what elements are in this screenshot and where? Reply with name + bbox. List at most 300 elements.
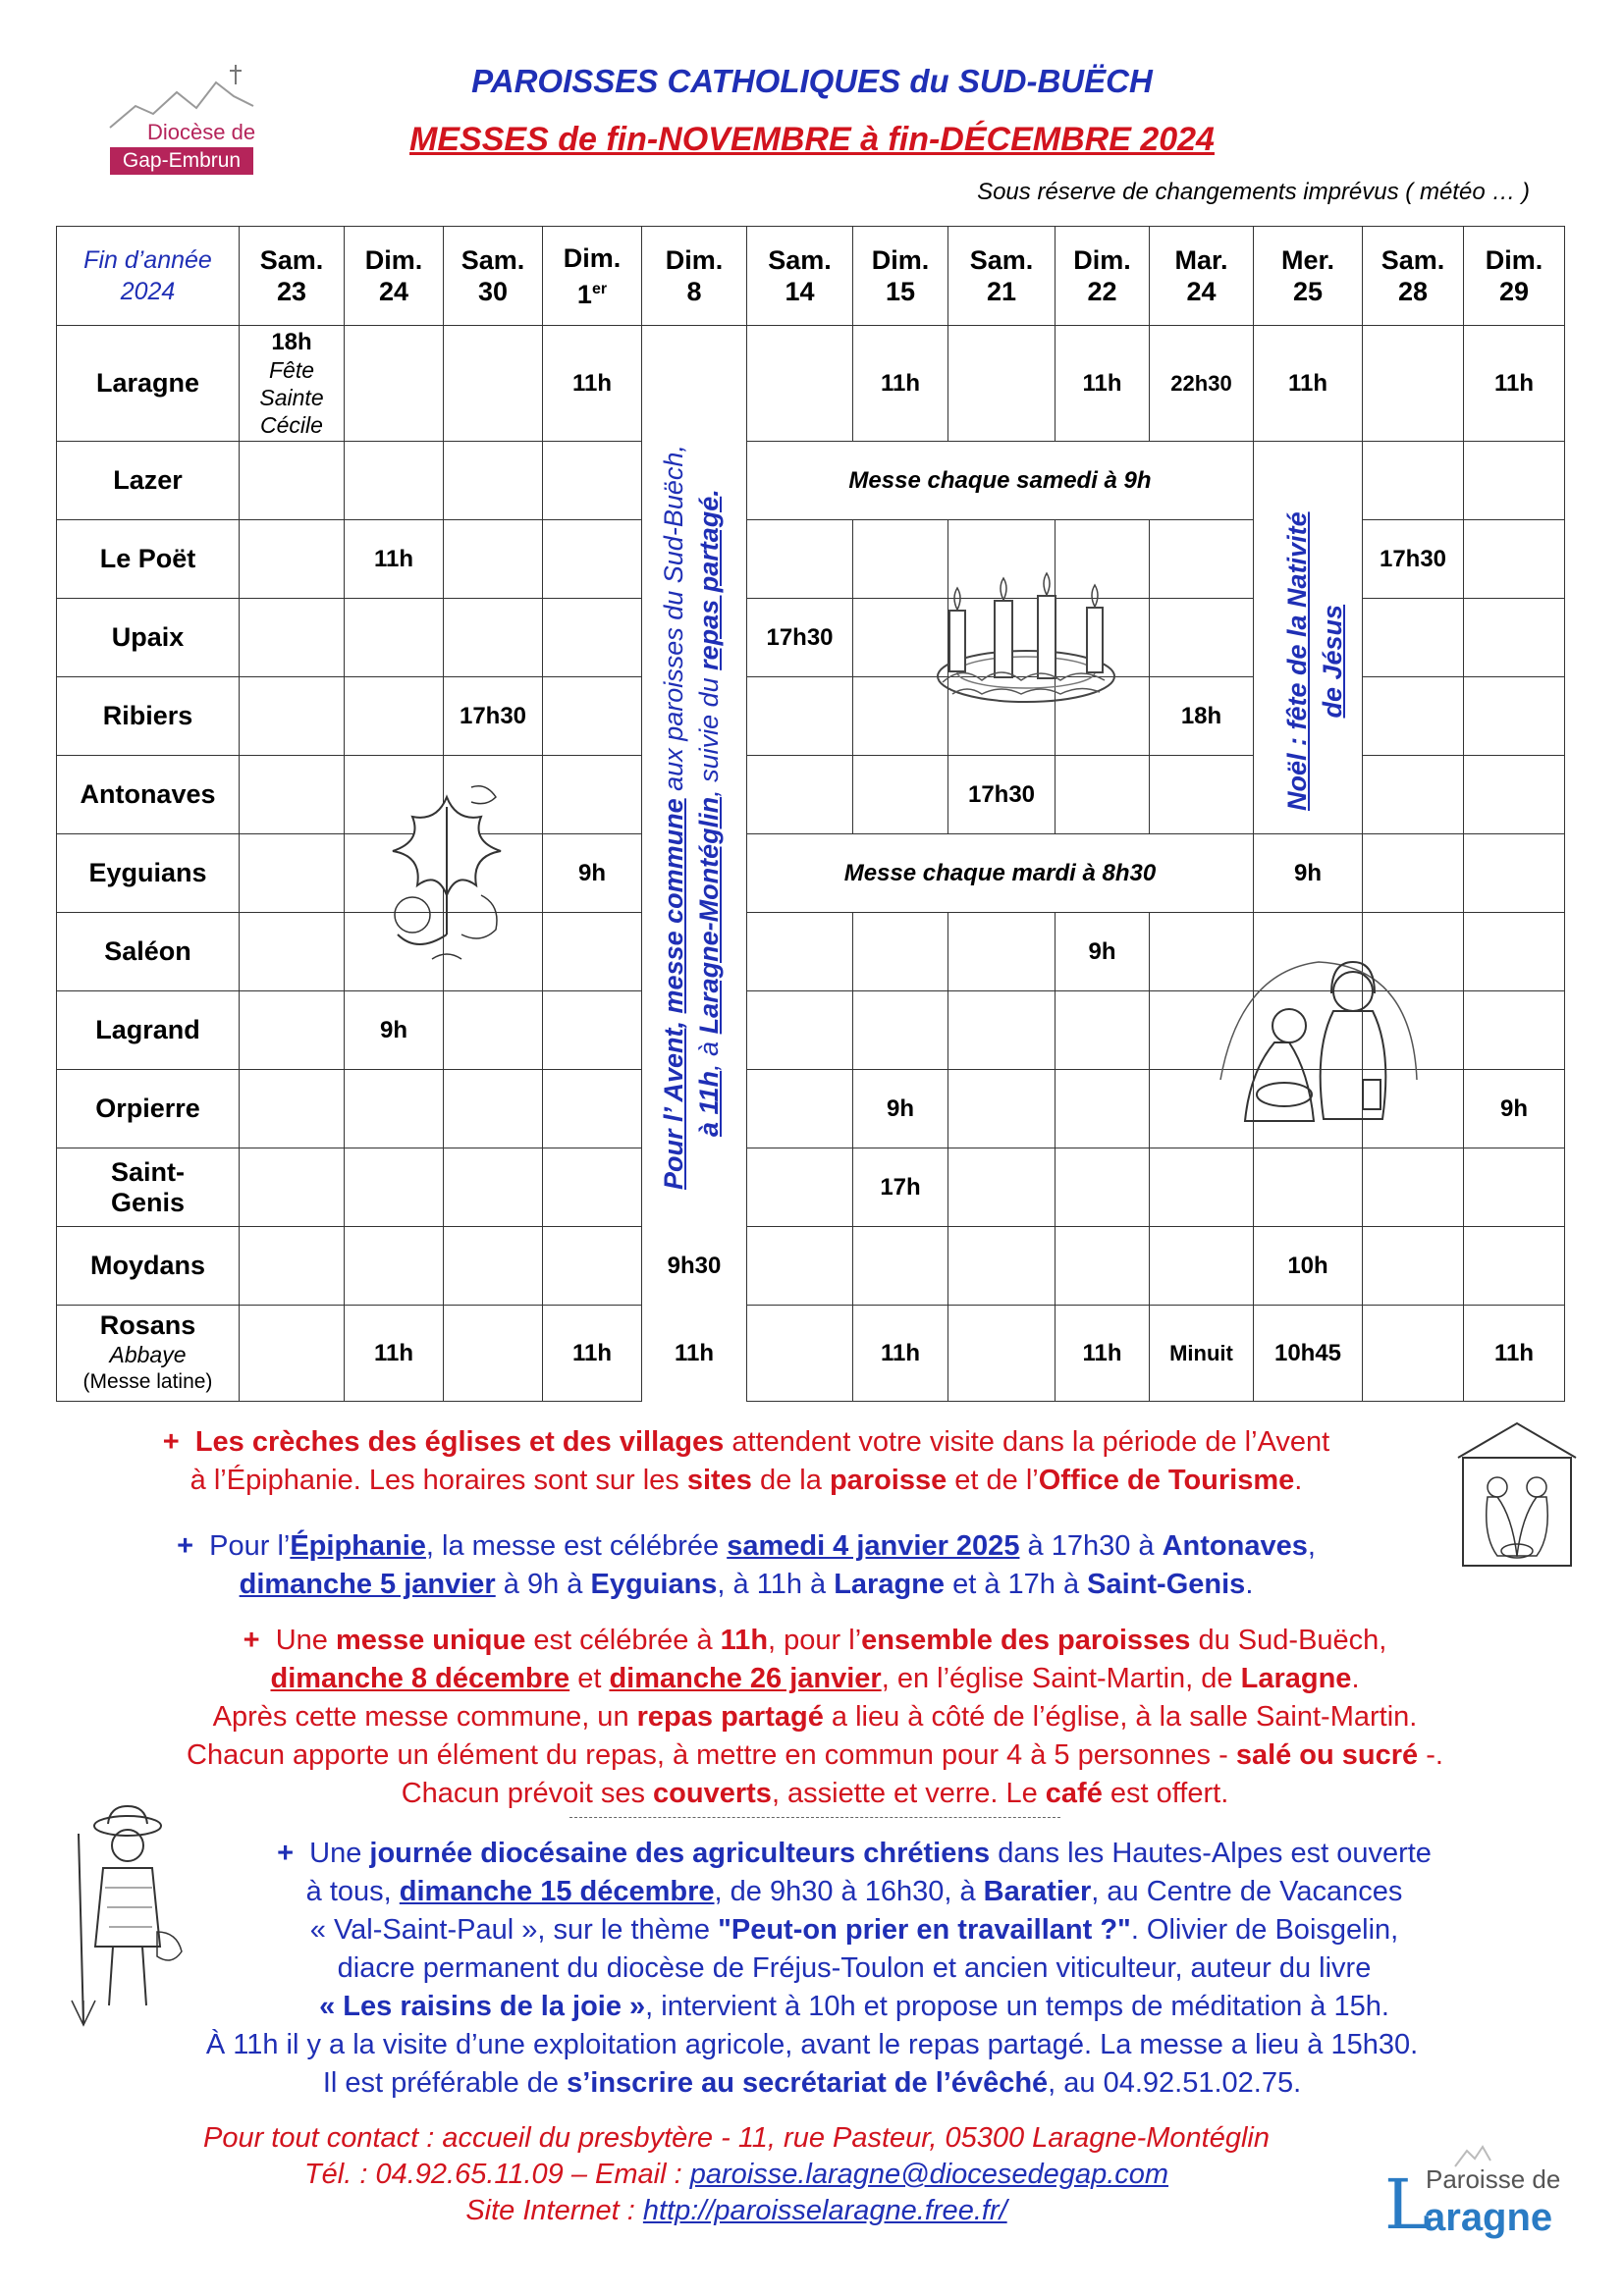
text: sites [686,1465,752,1496]
advent-note-part: aux paroisses du Sud-Buëch, [659,445,688,799]
mass-time: 11h [1082,369,1122,397]
time-cell [444,442,543,520]
place-name: Laragne [95,368,200,398]
column-header [444,227,543,326]
column-day: Sam. [1380,245,1445,275]
table-row [57,1227,1565,1306]
text: Chacun prévoit ses [401,1778,654,1809]
text: , à 11h à [717,1569,835,1600]
time-cell [948,913,1056,991]
column-header [240,227,345,326]
mass-time: 9h30 [667,1252,722,1279]
text: Épiphanie [290,1530,426,1562]
time-cell [747,1070,853,1148]
time-cell [543,326,642,442]
column-date: 28 [1397,277,1429,306]
place-cell [57,442,240,520]
text: dans les Hautes-Alpes est ouverte [990,1838,1432,1869]
place-cell [57,326,240,442]
time-cell [1464,991,1565,1070]
place-name: Eyguians [88,858,207,887]
place-cell [57,1148,240,1227]
time-cell [543,442,642,520]
place-cell [57,677,240,756]
text: est célébrée à [525,1625,721,1656]
time-cell [240,1148,345,1227]
text: et [569,1663,610,1694]
advent-note-part: , à [694,1034,724,1071]
time-cell [1464,442,1565,520]
time-cell [1363,1227,1464,1306]
autumn-leaf-illustration [373,777,520,974]
mass-time: 17h30 [967,780,1036,808]
mass-time: 11h [674,1339,715,1366]
text: , assiette et verre. Le [771,1778,1046,1809]
place-name: Ribiers [102,701,193,730]
note-epiphany [0,1527,1492,1604]
text: Laragne [1240,1663,1352,1694]
time-cell [853,326,948,442]
noel-note-line1: Noël : fête de la Nativité [1282,511,1312,811]
place-cell [57,756,240,834]
mass-time: 17h30 [766,623,834,651]
time-cell [1254,834,1363,913]
column-date: 21 [986,277,1017,306]
mass-time: 10h45 [1273,1339,1342,1366]
time-cell [345,599,444,677]
text: café [1045,1778,1103,1809]
time-cell [240,834,345,913]
time-cell [1056,991,1150,1070]
column-header [642,227,747,326]
text: à tous, [305,1876,400,1907]
time-cell [747,599,853,677]
column-date: 30 [477,277,509,306]
mass-time: 11h [571,1339,613,1366]
time-cell [1464,834,1565,913]
text: a lieu à côté de l’église, à la salle Saint-Martin. [823,1701,1418,1733]
time-cell [948,1148,1056,1227]
time-cell [240,756,345,834]
time-cell [1150,1306,1254,1402]
advent-note [656,445,727,1190]
column-date: 8 [686,277,702,306]
time-cell [1363,1148,1464,1227]
time-cell [240,677,345,756]
place-name: Lazer [113,465,183,495]
contact-site [0,2193,1473,2229]
text: paroisse [829,1465,947,1496]
column-day: Sam. [969,245,1034,275]
column-date: 24 [1186,277,1217,306]
text: diacre permanent du diocèse de Fréjus-Toulon et ancien viticulteur, auteur du livre [337,1952,1372,1984]
logo-line2: Gap-Embrun [110,147,253,175]
text: ensemble des paroisses [861,1625,1191,1656]
time-cell [1254,1227,1363,1306]
text: samedi 4 janvier 2025 [727,1530,1020,1562]
mass-time: 18h [1180,702,1222,729]
mass-time: 11h [571,369,613,397]
text: Baratier [983,1876,1092,1907]
advent-note-part: Laragne-Montéglin [694,796,724,1035]
advent-note-part: messe commune [659,798,688,1014]
time-cell [1464,520,1565,599]
time-cell [747,326,853,442]
text: , la messe est célébrée [425,1530,728,1562]
table-row [57,1148,1565,1227]
text: . Olivier de Boisgelin, [1130,1914,1399,1946]
recurring-mass-note: Messe chaque mardi à 8h30 [747,834,1254,913]
time-cell [444,1070,543,1148]
tel-text: Tél. : 04.92.65.11.09 – Email : [303,2159,690,2190]
column-day: Dim. [1073,245,1131,275]
time-cell [853,1227,948,1306]
time-cell [1254,1306,1363,1402]
time-cell [1056,1070,1150,1148]
time-cell [948,1070,1056,1148]
mass-time: 11h [880,369,921,397]
place-name: Upaix [111,622,185,652]
text: , intervient à 10h et propose un temps de méditation à 15h. [645,1991,1389,2022]
place-name: Lagrand [95,1015,200,1044]
noel-note-line2: de Jésus [1318,604,1347,719]
time-cell [543,1148,642,1227]
place-name: Rosans [99,1310,196,1340]
time-cell [240,326,345,442]
place-cell [57,991,240,1070]
place-name: Saléon [104,936,191,966]
time-cell [240,913,345,991]
time-cell [1150,599,1254,677]
email-link[interactable]: paroisse.laragne@diocesedegap.com [689,2159,1169,2190]
time-cell [1464,1070,1565,1148]
time-cell [240,991,345,1070]
text: salé ou sucré [1235,1739,1419,1771]
place-name: Orpierre [95,1094,200,1123]
bullet-plus: + [162,1426,180,1458]
time-cell [1056,326,1150,442]
text: Une [275,1625,336,1656]
time-cell [1363,1306,1464,1402]
corner-line2: 2024 [120,278,176,305]
mass-time: 9h [1088,937,1116,965]
time-cell [543,677,642,756]
time-cell [642,326,747,442]
text: , [1307,1530,1316,1562]
place-cell [57,1070,240,1148]
mass-time: 10h [1287,1252,1328,1279]
time-cell [747,991,853,1070]
time-cell [345,1148,444,1227]
text: dimanche 8 décembre [270,1663,570,1694]
time-cell [543,913,642,991]
advent-wreath-illustration [928,566,1124,714]
text: , en l’église Saint-Martin, de [881,1663,1241,1694]
time-cell [853,913,948,991]
column-day: Sam. [768,245,832,275]
column-day: Dim. [871,245,930,275]
text: repas partagé [636,1701,824,1733]
divider [569,1817,1060,1818]
time-cell [1464,913,1565,991]
text: . [1245,1569,1254,1600]
time-cell [444,599,543,677]
time-cell [1363,520,1464,599]
logo-line1: Diocèse de [147,120,256,144]
time-cell [240,1227,345,1306]
mass-time: 9h [379,1016,407,1043]
time-cell [444,1306,543,1402]
time-cell [1254,442,1363,520]
time-cell [853,1148,948,1227]
text: couverts [653,1778,772,1809]
recurring-mass-note: Messe chaque samedi à 9h [747,442,1254,520]
mass-time: 9h [1293,859,1322,886]
text: Antonaves [1162,1530,1308,1562]
time-cell [948,991,1056,1070]
time-cell [345,677,444,756]
feast-note: Cécile [260,411,323,438]
text: . [1351,1663,1360,1694]
text: à l’Épiphanie. Les horaires sont sur les [189,1465,687,1496]
time-cell [853,756,948,834]
column-date: 15 [885,277,916,306]
text: , au 04.92.51.02.75. [1048,2067,1302,2099]
mass-time: 22h30 [1170,370,1232,396]
time-cell [1464,1306,1565,1402]
time-cell [1363,756,1464,834]
place-name: Le Poët [99,544,196,573]
contact-line: Pour tout contact : accueil du presbytère - 11, rue Pasteur, 05300 Laragne-Montéglin [202,2122,1270,2154]
column-date: 14 [785,277,815,306]
bullet-plus: + [277,1838,294,1869]
column-date: 29 [1498,277,1530,306]
time-cell [345,1227,444,1306]
corner-cell [57,227,240,326]
time-cell [444,991,543,1070]
time-cell [1363,834,1464,913]
time-cell [1056,913,1150,991]
text: , au Centre de Vacances [1091,1876,1403,1907]
nativity-illustration [1216,952,1422,1139]
time-cell [444,326,543,442]
note-single-mass [59,1622,1571,1813]
note-creches [0,1423,1492,1500]
mass-time: 11h [1287,369,1328,397]
time-cell [345,326,444,442]
place-cell [57,834,240,913]
mass-time: 18h [271,328,312,355]
mass-schedule-table [56,226,1565,1402]
column-header [345,227,444,326]
time-cell [1150,677,1254,756]
time-cell [240,599,345,677]
text: « Les raisins de la joie » [319,1991,646,2022]
time-cell [444,677,543,756]
column-day: Dim. [665,245,724,275]
advent-note-part: Pour l’ Avent [659,1028,688,1190]
column-date-sup: er [591,280,608,297]
column-header [1363,227,1464,326]
time-cell [240,520,345,599]
time-cell [1464,326,1565,442]
text: messe unique [335,1625,526,1656]
parish-logo [1384,2145,1561,2243]
time-cell [1056,1148,1150,1227]
time-cell [240,1306,345,1402]
time-cell [240,1070,345,1148]
text: dimanche 26 janvier [609,1663,882,1694]
text: « Val-Saint-Paul », sur le thème [309,1914,719,1946]
advent-note-part: . [694,489,724,497]
time-cell [948,756,1056,834]
text: Saint-Genis [1087,1569,1246,1600]
time-cell [543,1070,642,1148]
place-cell [57,599,240,677]
time-cell [1363,442,1464,520]
place-cell [57,520,240,599]
column-date: 22 [1087,277,1117,306]
advent-note-part: , suivie du [694,669,724,797]
time-cell [1150,1148,1254,1227]
place-name: Antonaves [80,779,216,809]
time-cell [1464,1148,1565,1227]
time-cell [1150,756,1254,834]
time-cell [345,520,444,599]
time-cell [543,1227,642,1306]
time-cell [1056,1306,1150,1402]
column-day: Dim. [364,245,423,275]
noel-note [1279,511,1350,811]
time-cell [1464,756,1565,834]
time-cell [948,326,1056,442]
time-cell [1150,1227,1254,1306]
bullet-plus: + [177,1530,194,1562]
page-title: PAROISSES CATHOLIQUES du SUD-BUËCH [471,63,1153,99]
mass-time: Minuit [1169,1340,1233,1365]
mass-time: 17h30 [1379,545,1447,572]
column-header [1464,227,1565,326]
bullet-plus: + [243,1625,260,1656]
time-cell [1150,520,1254,599]
text: , de 9h30 à 16h30, à [714,1876,984,1907]
place-name: Moydans [89,1251,206,1280]
time-cell [948,1227,1056,1306]
time-cell [747,677,853,756]
time-cell [1056,756,1150,834]
column-header [1056,227,1150,326]
column-day: Dim. [563,242,622,273]
time-cell [1363,677,1464,756]
plogo-line2: aragne [1424,2196,1553,2239]
plogo-l-glyph: L [1384,2164,1431,2245]
text: de la [751,1465,830,1496]
site-label: Site Internet : [465,2195,643,2226]
table-row [57,326,1565,442]
plogo-line1: Paroisse de [1426,2164,1561,2194]
place-cell [57,1306,240,1402]
time-cell [444,520,543,599]
time-cell [345,1306,444,1402]
time-cell [747,1306,853,1402]
time-cell [1150,326,1254,442]
time-cell [1056,1227,1150,1306]
place-subtitle: (Messe latine) [82,1370,213,1393]
place-name: Genis [110,1187,186,1217]
column-header [853,227,948,326]
mass-time: 11h [880,1339,921,1366]
table-row [57,442,1565,520]
time-cell [345,991,444,1070]
time-cell [543,756,642,834]
time-cell [747,520,853,599]
disclaimer-note: Sous réserve de changements imprévus ( météo … ) [977,179,1530,205]
time-cell [1254,326,1363,442]
mass-time: 11h [373,1339,414,1366]
time-cell [1464,677,1565,756]
column-day: Mer. [1280,245,1335,275]
time-cell [853,1306,948,1402]
note-farmers-day-end [0,2026,1624,2103]
column-date: 1 [576,279,592,309]
text: à 17h30 à [1019,1530,1163,1562]
mass-time: 11h [1493,369,1535,397]
table-row [57,1306,1565,1402]
time-cell [1363,326,1464,442]
text: journée diocésaine des agriculteurs chrétiens [369,1838,991,1869]
feast-note: Sainte [259,384,324,410]
time-cell [747,913,853,991]
mass-time: 9h [886,1095,914,1122]
text: Laragne [834,1569,946,1600]
column-date: 25 [1292,277,1324,306]
time-cell [543,1306,642,1402]
time-cell [1363,599,1464,677]
time-cell [853,991,948,1070]
text: du Sud-Buëch, [1190,1625,1387,1656]
mass-time: 11h [1082,1339,1122,1366]
table-header-row [57,227,1565,326]
column-date: 24 [378,277,409,306]
column-header [948,227,1056,326]
time-cell [345,442,444,520]
mass-time: 11h [1493,1339,1535,1366]
column-header [1254,227,1363,326]
contact-tel-email [0,2157,1473,2193]
place-name: Saint- [110,1156,185,1187]
advent-note-part: repas partagé [694,496,724,670]
text: . [1294,1465,1303,1496]
column-day: Sam. [259,245,324,275]
time-cell [543,834,642,913]
text: "Peut-on prier en travaillant ?" [718,1914,1131,1946]
text: 11h [720,1625,769,1656]
page-subtitle: MESSES de fin-NOVEMBRE à fin-DÉCEMBRE 2024 [409,121,1215,158]
mass-time: 11h [373,545,414,572]
text: Office de Tourisme [1038,1465,1295,1496]
time-cell [1464,1227,1565,1306]
time-cell [543,599,642,677]
text: À 11h il y a la visite d’une exploitation agricole, avant le repas partagé. La messe a lieu à 15h30. [205,2029,1419,2060]
text: -. [1418,1739,1443,1771]
time-cell [444,1227,543,1306]
mass-time: 17h30 [459,702,527,729]
website-link[interactable]: http://paroisselaragne.free.fr/ [642,2195,1007,2226]
note-farmers-day [108,1835,1600,2026]
column-header [543,227,642,326]
feast-note: Fête [268,356,315,383]
time-cell [240,442,345,520]
